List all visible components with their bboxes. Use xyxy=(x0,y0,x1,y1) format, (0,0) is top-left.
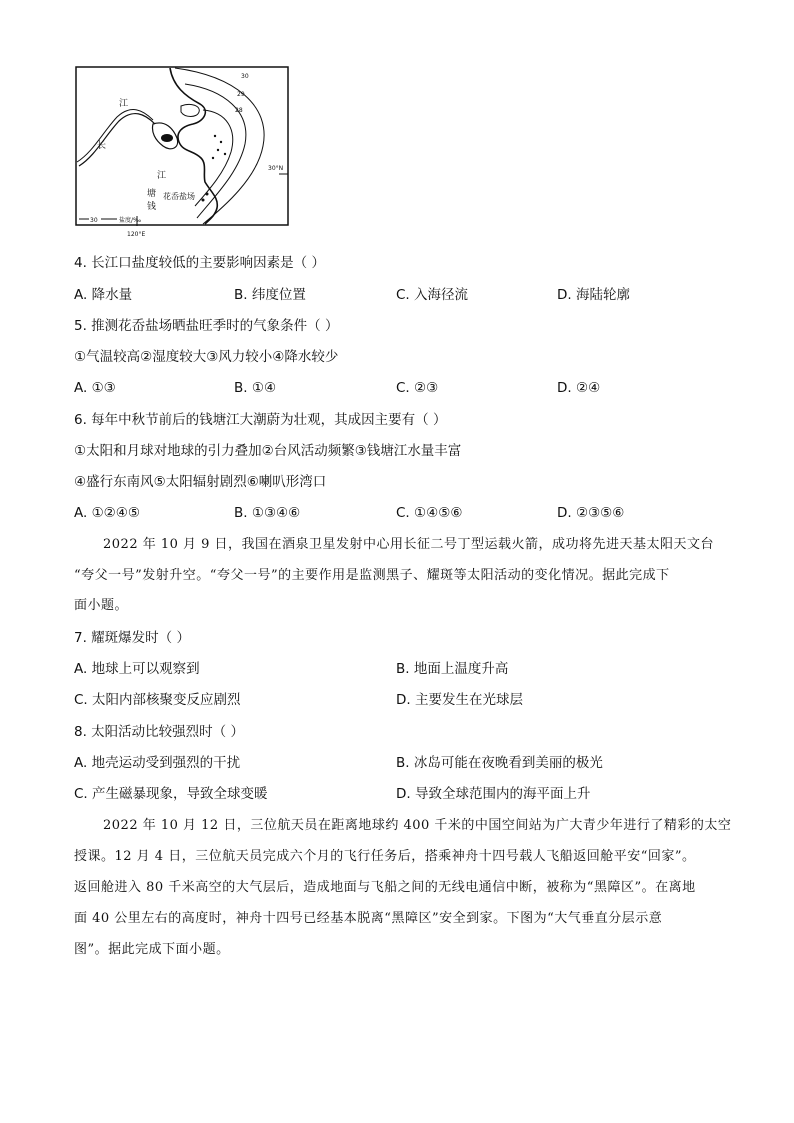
label-latitude: 30°N xyxy=(268,165,284,172)
label-iso-30: 30 xyxy=(241,73,249,80)
q8-option-d[interactable]: D. 导致全球范围内的海平面上升 xyxy=(396,786,591,802)
label-jiang: 江 xyxy=(119,99,129,109)
q4-option-a[interactable]: A. 降水量 xyxy=(74,287,133,303)
q5-conditions: ①气温较高②湿度较大③风力较小④降水较少 xyxy=(74,349,339,365)
q5-option-c[interactable]: C. ②③ xyxy=(396,380,439,396)
label-qian: 钱 xyxy=(147,202,157,212)
passage2-line2: 授课。12 月 4 日，三位航天员完成六个月的飞行任务后，搭乘神舟十四号载人飞船返回舱平安“回家”。 xyxy=(74,849,696,864)
passage1-line1: 2022 年 10 月 9 日，我国在酒泉卫星发射中心用长征二号丁型运载火箭，成功将先进天基太阳天文台 xyxy=(103,537,715,552)
passage2-line5: 图”。据此完成下面小题。 xyxy=(74,942,230,957)
question-6-stem: 6. 每年中秋节前后的钱塘江大潮蔚为壮观，其成因主要有（ ） xyxy=(74,412,447,428)
label-salt-field: 花岙盐场 xyxy=(163,192,195,201)
q4-option-c[interactable]: C. 入海径流 xyxy=(396,287,469,303)
question-5-stem: 5. 推测花岙盐场晒盐旺季时的气象条件（ ） xyxy=(74,318,339,334)
q7-option-b[interactable]: B. 地面上温度升高 xyxy=(396,661,509,677)
label-iso-29: 29 xyxy=(237,91,245,98)
q8-option-a[interactable]: A. 地壳运动受到强烈的干扰 xyxy=(74,755,241,771)
q5-option-a[interactable]: A. ①③ xyxy=(74,380,116,396)
passage2-line1: 2022 年 10 月 12 日，三位航天员在距离地球约 400 千米的中国空间站为广大青少年进行了精彩的太空 xyxy=(103,818,732,833)
q8-option-c[interactable]: C. 产生磁暴现象，导致全球变暖 xyxy=(74,786,268,802)
passage2-line4: 面 40 公里左右的高度时，神舟十四号已经基本脱离“黑障区”安全到家。下图为“大气垂直分层示意 xyxy=(74,911,663,926)
q7-option-a[interactable]: A. 地球上可以观察到 xyxy=(74,661,200,677)
q8-option-b[interactable]: B. 冰岛可能在夜晚看到美丽的极光 xyxy=(396,755,603,771)
q7-option-d[interactable]: D. 主要发生在光球层 xyxy=(396,692,523,708)
label-legend-value: 30 xyxy=(90,217,98,224)
question-7-stem: 7. 耀斑爆发时（ ） xyxy=(74,630,190,646)
question-4-stem: 4. 长江口盐度较低的主要影响因素是（ ） xyxy=(74,255,325,271)
passage1-line2: “夸父一号”发射升空。“夸父一号”的主要作用是监测黑子、耀斑等太阳活动的变化情况。据此完成下 xyxy=(74,568,670,583)
q6-option-c[interactable]: C. ①④⑤⑥ xyxy=(396,505,463,521)
passage1-line3: 面小题。 xyxy=(74,598,129,613)
q5-option-b[interactable]: B. ①④ xyxy=(234,380,277,396)
question-8-stem: 8. 太阳活动比较强烈时（ ） xyxy=(74,724,244,740)
q4-option-b[interactable]: B. 纬度位置 xyxy=(234,287,306,303)
q4-option-d[interactable]: D. 海陆轮廓 xyxy=(557,287,630,303)
q6-conditions-line2: ④盛行东南风⑤太阳辐射剧烈⑥喇叭形湾口 xyxy=(74,474,327,490)
q6-option-a[interactable]: A. ①②④⑤ xyxy=(74,505,140,521)
label-chang: 长 xyxy=(97,141,107,151)
q7-option-c[interactable]: C. 太阳内部核聚变反应剧烈 xyxy=(74,692,241,708)
salinity-map xyxy=(75,66,289,238)
label-iso-28: 28 xyxy=(235,107,243,114)
label-tang: 塘 xyxy=(147,189,157,199)
label-longitude: 120°E xyxy=(127,231,146,238)
q6-option-b[interactable]: B. ①③④⑥ xyxy=(234,505,301,521)
label-legend-unit: 盐度/‰ xyxy=(119,217,142,224)
passage2-line3: 返回舱进入 80 千米高空的大气层后，造成地面与飞船之间的无线电通信中断，被称为“黑障区”。在离地 xyxy=(74,880,696,895)
q6-conditions-line1: ①太阳和月球对地球的引力叠加②台风活动频繁③钱塘江水量丰富 xyxy=(74,443,462,459)
q6-option-d[interactable]: D. ②③⑤⑥ xyxy=(557,505,625,521)
label-jiang2: 江 xyxy=(157,171,167,181)
q5-option-d[interactable]: D. ②④ xyxy=(557,380,601,396)
